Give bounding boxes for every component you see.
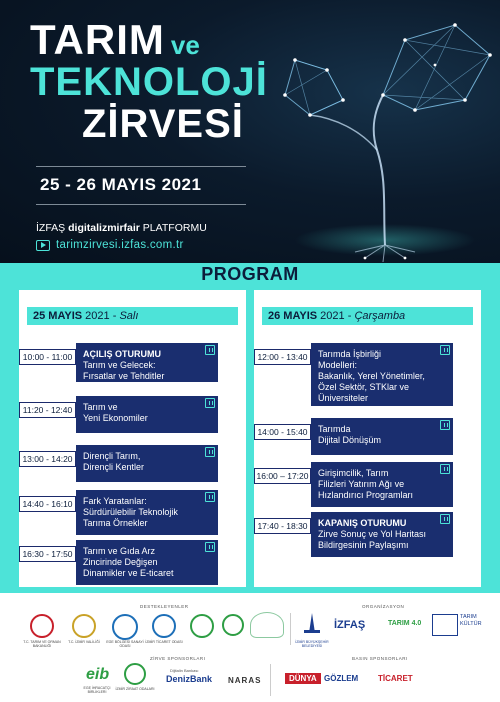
session-icon xyxy=(440,514,450,524)
program-title: PROGRAM xyxy=(201,264,299,284)
summit-sponsors-label: ZİRVE SPONSORLARI xyxy=(150,656,206,661)
session-time: 10:00 - 11:00 xyxy=(19,349,76,365)
day-2-column xyxy=(254,290,481,587)
session-icon xyxy=(205,398,215,408)
session-item xyxy=(19,343,218,382)
sponsor-separator xyxy=(270,664,271,696)
session-item xyxy=(19,445,218,482)
title-line-2: TEKNOLOJİ xyxy=(30,60,268,104)
title-line-1: TARIM ve xyxy=(30,16,200,63)
session-time: 16:00 – 17:20 xyxy=(254,468,311,484)
session-time: 16:30 - 17:50 xyxy=(19,546,76,562)
session-box[interactable]: AÇILIŞ OTURUMU Tarım ve Gelecek: Fırsatlar ve Tehditler xyxy=(76,343,218,382)
session-time: 11:20 - 12:40 xyxy=(19,402,76,418)
session-time: 14:00 - 15:40 xyxy=(254,424,311,440)
supporter-logo-6 xyxy=(222,614,244,636)
sponsors-section xyxy=(0,593,500,702)
ministry-caption: T.C. TARIM VE ORMAN BAKANLIĞI xyxy=(23,640,61,648)
title-line-3: ZİRVESİ xyxy=(82,102,244,146)
ziraat-caption: İZMİR ZİRAAT ODALARI xyxy=(115,687,155,691)
tarim-kultur-logo xyxy=(432,614,458,636)
tarim-kultur-text: TARIM KÜLTÜR xyxy=(460,614,482,627)
session-item xyxy=(19,396,218,433)
divider-bottom xyxy=(36,204,246,205)
supporter-logo-5 xyxy=(190,614,214,638)
ministry-logo xyxy=(30,614,54,638)
session-icon xyxy=(440,345,450,355)
supporter-logo-7 xyxy=(250,612,284,638)
organizers-label: ORGANİZASYON xyxy=(362,604,405,609)
session-item xyxy=(254,418,453,455)
session-item xyxy=(254,462,453,507)
chamber-caption: İZMİR TİCARET ODASI xyxy=(145,640,183,644)
day-1-column xyxy=(19,290,246,587)
session-item xyxy=(19,540,218,585)
ticaret-logo: TİCARET xyxy=(378,674,413,683)
dunya-logo: DÜNYA xyxy=(285,673,321,684)
ebso-caption: EGE BÖLGESİ SANAYİ ODASI xyxy=(106,640,144,648)
plant-network-illustration xyxy=(265,0,500,263)
session-time: 12:00 - 13:40 xyxy=(254,349,311,365)
session-icon xyxy=(205,542,215,552)
session-item xyxy=(19,490,218,535)
session-box[interactable]: Dirençli Tarım, Dirençli Kentler xyxy=(76,445,218,482)
session-icon xyxy=(440,420,450,430)
governorship-caption: T.C. İZMİR VALİLİĞİ xyxy=(68,640,100,644)
session-time: 14:40 - 16:10 xyxy=(19,496,76,512)
naras-logo: NARAS xyxy=(228,676,262,685)
denizbank-logo: DenizBank xyxy=(166,674,213,684)
session-box[interactable]: Fark Yaratanlar: Sürdürülebilir Teknolojik Tarıma Örnekler xyxy=(76,490,218,535)
session-time: 17:40 - 18:30 xyxy=(254,518,311,534)
session-icon xyxy=(440,464,450,474)
gozlem-logo: GÖZLEM xyxy=(324,674,359,683)
chamber-logo xyxy=(152,614,176,638)
hero-banner xyxy=(0,0,500,263)
municipality-caption: İZMİR BÜYÜKŞEHİR BELEDİYESİ xyxy=(295,640,329,648)
session-box[interactable]: Tarımda İşbirliği Modelleri: Bakanlık, Yerel Yönetimler, Özel Sektör, STKlar ve Üniversiteler xyxy=(311,343,453,406)
play-icon xyxy=(36,240,50,251)
session-item xyxy=(254,343,453,406)
session-item xyxy=(254,512,453,557)
tarim40-logo: TARIM 4.0 xyxy=(388,620,422,627)
session-icon xyxy=(205,345,215,355)
denizbank-tagline: Dijitalin Bankası xyxy=(170,668,199,673)
website-url[interactable]: tarimzirvesi.izfas.com.tr xyxy=(56,239,184,251)
website-link[interactable] xyxy=(36,239,184,251)
event-dates: 25 - 26 MAYIS 2021 xyxy=(40,175,202,194)
day-2-header: 26 MAYIS 2021 - Çarşamba xyxy=(262,307,473,325)
session-box[interactable]: Tarım ve Yeni Ekonomiler xyxy=(76,396,218,433)
press-sponsors-label: BASIN SPONSORLARI xyxy=(352,656,408,661)
governorship-logo xyxy=(72,614,96,638)
izfas-logo: İZFAŞ xyxy=(334,619,366,631)
session-box[interactable]: KAPANIŞ OTURUMU Zirve Sonuç ve Yol Haritası Bildirgesinin Paylaşımı xyxy=(311,512,453,557)
session-box[interactable]: Girişimcilik, Tarım Filizleri Yatırım Ağı ve Hızlandırıcı Programları xyxy=(311,462,453,507)
session-icon xyxy=(205,447,215,457)
title-ve: ve xyxy=(170,30,200,60)
ziraat-logo xyxy=(124,663,146,685)
ebso-logo xyxy=(112,614,138,640)
session-icon xyxy=(205,492,215,502)
session-box[interactable]: Tarım ve Gıda Arz Zincirinde Değişen Dinamikler ve E-ticaret xyxy=(76,540,218,585)
day-1-header: 25 MAYIS 2021 - Salı xyxy=(27,307,238,325)
divider-top xyxy=(36,166,246,167)
session-time: 13:00 - 14:20 xyxy=(19,451,76,467)
platform-text: İZFAŞ digitalizmirfair PLATFORMU xyxy=(36,222,207,234)
sponsor-separator xyxy=(290,613,291,645)
eib-logo: eib xyxy=(86,666,110,683)
supporters-label: DESTEKLEYENLER xyxy=(140,604,189,609)
eib-caption: EGE İHRACATÇI BİRLİKLERİ xyxy=(83,686,111,694)
municipality-logo xyxy=(300,612,324,640)
session-box[interactable]: Tarımda Dijital Dönüşüm xyxy=(311,418,453,455)
